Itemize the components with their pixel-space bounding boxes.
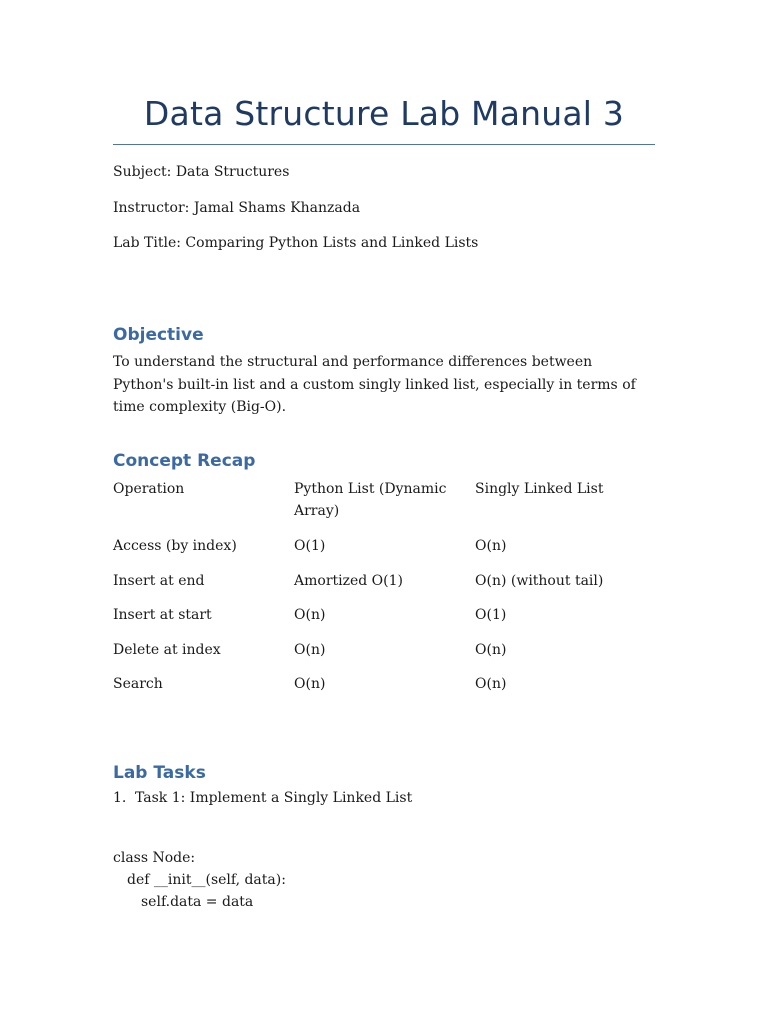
lab-title-line: Lab Title: Comparing Python Lists and Linked Lists <box>113 235 479 251</box>
table-header-cell: Singly Linked List <box>475 481 604 497</box>
table-cell: Delete at index <box>113 641 221 658</box>
table-cell: O(n) <box>294 641 326 658</box>
list-item <box>113 790 412 806</box>
table-cell: O(n) <box>294 676 326 692</box>
lab-tasks-heading: Lab Tasks <box>113 763 206 783</box>
table-row <box>113 570 655 605</box>
table-cell: O(n) <box>475 538 507 554</box>
list-item-text: Task 1: Implement a Singly Linked List <box>135 790 413 806</box>
table-cell: Search <box>113 676 163 692</box>
subject-line: Subject: Data Structures <box>113 164 290 180</box>
table-cell: O(n) <box>475 641 507 658</box>
table-header-cell: Python List (Dynamic Array) <box>294 481 447 519</box>
table-header-cell: Operation <box>113 481 185 497</box>
table-row <box>113 673 655 708</box>
table-header-row <box>113 478 655 535</box>
document-title: Data Structure Lab Manual 3 <box>143 94 625 133</box>
table-row <box>113 604 655 639</box>
code-line: self.data = data <box>141 894 254 910</box>
table-cell: O(1) <box>294 538 326 554</box>
table-row <box>113 535 655 570</box>
code-line: def __init__(self, data): <box>127 872 286 888</box>
concept-recap-heading: Concept Recap <box>113 451 256 471</box>
code-line: class Node: <box>113 850 196 866</box>
instructor-line: Instructor: Jamal Shams Khanzada <box>113 200 361 216</box>
table-row <box>113 639 655 674</box>
table-cell: O(n) <box>475 676 507 692</box>
table-cell: O(n) (without tail) <box>475 572 604 589</box>
table-cell: Amortized O(1) <box>294 572 403 589</box>
table-cell: Insert at end <box>113 572 205 589</box>
table-cell: O(n) <box>294 607 326 623</box>
table-cell: Access (by index) <box>113 538 237 554</box>
table-cell: Insert at start <box>113 607 212 623</box>
list-item-number: 1. <box>113 790 127 806</box>
objective-heading: Objective <box>113 325 204 345</box>
title-divider <box>113 144 655 145</box>
objective-text: To understand the structural and performance differences between Python's built-in list and a custom singly linked list, especially in terms of time complexity (Big-O). <box>113 354 636 415</box>
table-cell: O(1) <box>475 607 507 623</box>
code-snippet <box>113 847 286 913</box>
complexity-table <box>113 478 655 708</box>
